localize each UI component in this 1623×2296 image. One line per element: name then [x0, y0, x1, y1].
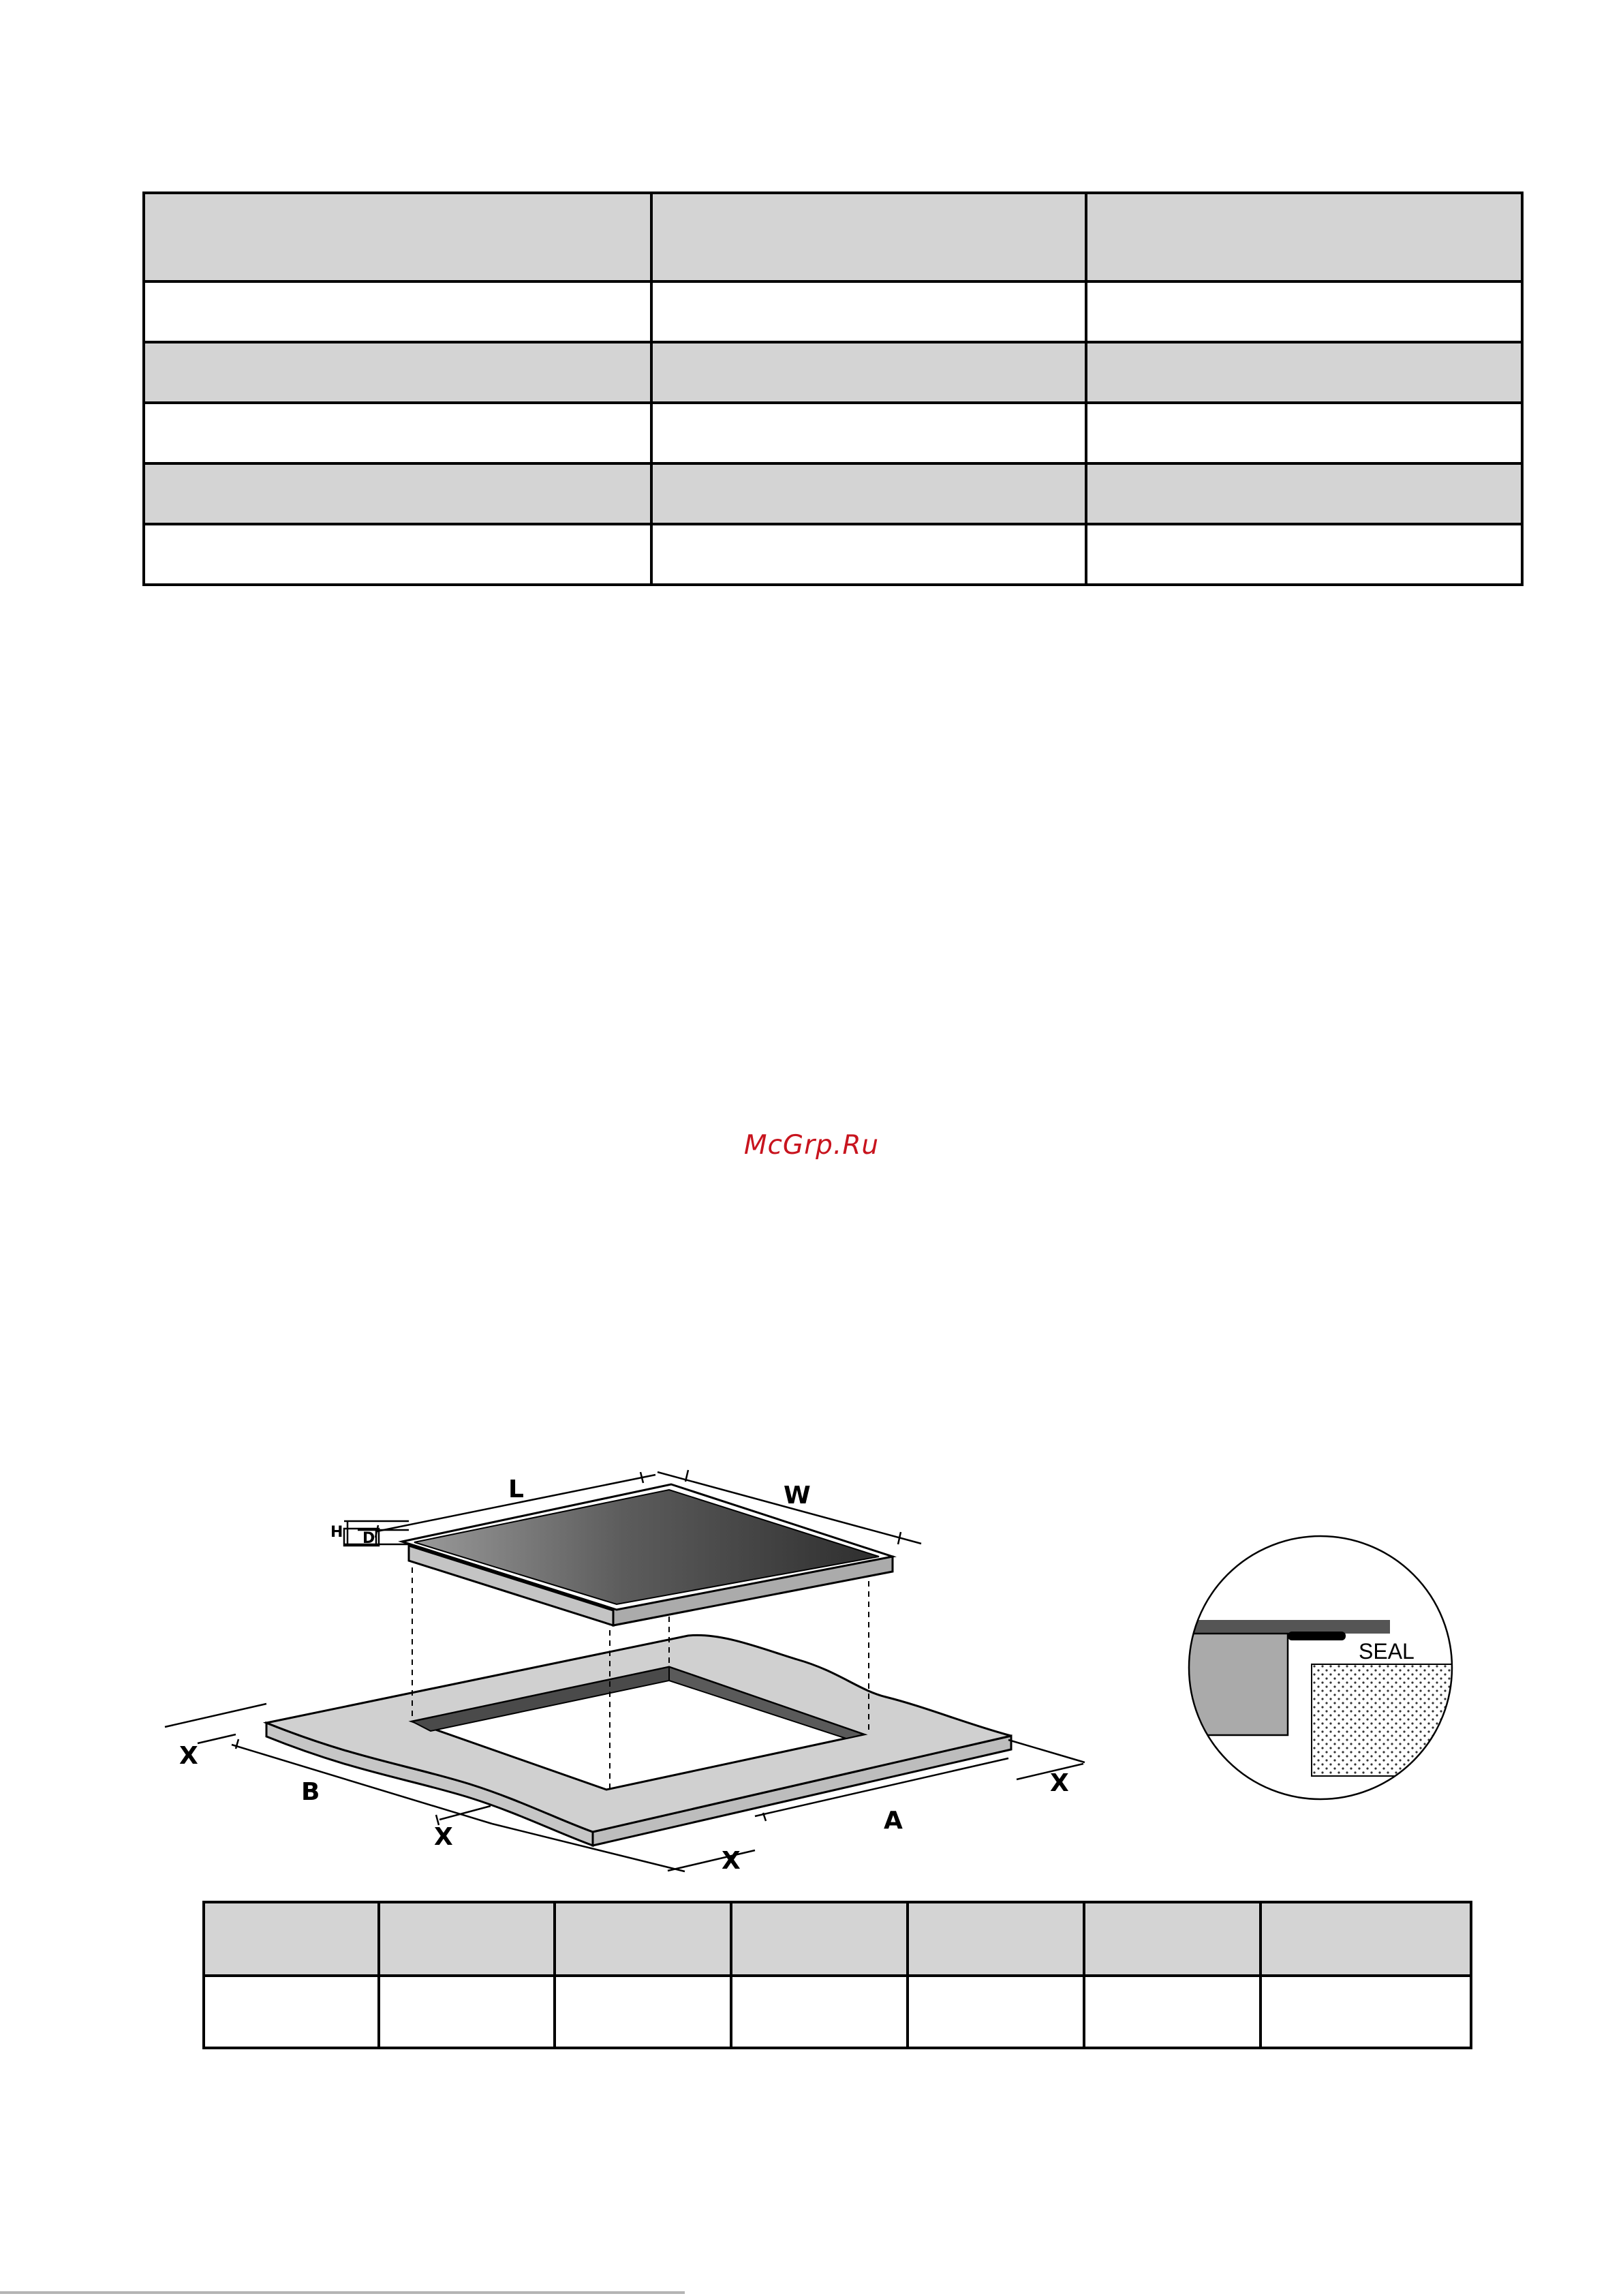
dimension-cell — [204, 1902, 379, 1976]
dimension-cell — [379, 1902, 555, 1976]
label-x-left: X — [179, 1742, 198, 1770]
spec-cell — [651, 403, 1086, 463]
label-w: W — [784, 1482, 811, 1510]
label-a: A — [884, 1807, 903, 1835]
spec-row — [144, 463, 1522, 524]
spec-cell — [144, 463, 651, 524]
detail-cabinet — [1312, 1664, 1458, 1776]
detail-hob-glass — [1179, 1620, 1390, 1634]
spec-cell — [1086, 524, 1522, 585]
dimension-cell — [379, 1976, 555, 2048]
label-l: L — [508, 1475, 524, 1503]
dimension-row — [204, 1976, 1471, 2048]
installation-diagram — [0, 1445, 1623, 1888]
spec-row — [144, 403, 1522, 463]
dimension-header-row — [204, 1902, 1471, 1976]
dimension-cell — [555, 1902, 731, 1976]
dimension-table — [202, 1901, 1472, 2049]
spec-cell — [1086, 403, 1522, 463]
spec-cell — [144, 403, 651, 463]
footer-divider — [0, 2291, 685, 2294]
spec-cell — [651, 463, 1086, 524]
dimension-cell — [1084, 1976, 1261, 2048]
seal-label: SEAL — [1359, 1639, 1415, 1664]
spec-cell — [651, 193, 1086, 281]
seal-detail — [1179, 1533, 1458, 1806]
dimension-cell — [1261, 1902, 1471, 1976]
dimension-cell — [1084, 1902, 1261, 1976]
dimension-cell — [1261, 1976, 1471, 2048]
spec-cell — [651, 281, 1086, 342]
spec-cell — [1086, 193, 1522, 281]
spec-cell — [1086, 463, 1522, 524]
dimension-cell — [908, 1976, 1084, 2048]
watermark-text: McGrp.Ru — [743, 1130, 880, 1161]
spec-cell — [1086, 342, 1522, 403]
label-x-bottom: X — [722, 1847, 741, 1875]
spec-header-row — [144, 193, 1522, 281]
dimension-cell — [555, 1976, 731, 2048]
spec-row — [144, 281, 1522, 342]
detail-seal-strip — [1288, 1632, 1346, 1640]
dimension-cell — [731, 1976, 908, 2048]
spec-cell — [651, 342, 1086, 403]
label-d: D — [362, 1530, 375, 1547]
label-x-front: X — [434, 1823, 453, 1851]
spec-row — [144, 524, 1522, 585]
hob — [402, 1484, 893, 1625]
spec-row — [144, 342, 1522, 403]
spec-cell — [144, 281, 651, 342]
dimension-cell — [731, 1902, 908, 1976]
label-h: H — [330, 1524, 343, 1541]
spec-cell — [1086, 281, 1522, 342]
spec-cell — [144, 524, 651, 585]
spec-cell — [144, 342, 651, 403]
label-b: B — [301, 1778, 320, 1806]
spec-cell — [651, 524, 1086, 585]
dimension-cell — [908, 1902, 1084, 1976]
spec-table — [142, 192, 1524, 586]
spec-cell — [144, 193, 651, 281]
detail-worktop — [1179, 1634, 1288, 1735]
dimension-cell — [204, 1976, 379, 2048]
label-x-right: X — [1050, 1769, 1069, 1797]
